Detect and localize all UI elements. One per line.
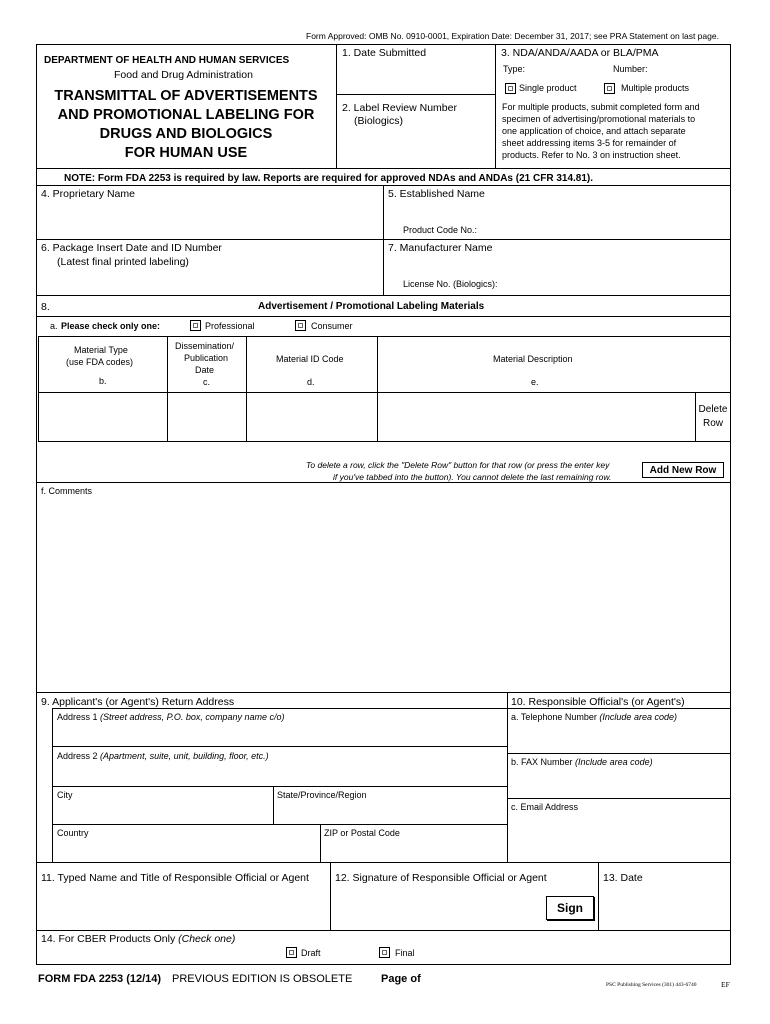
- ef-mark: EF: [721, 980, 730, 989]
- col-material-description: Material Description: [493, 354, 573, 364]
- single-product-label: Single product: [519, 83, 577, 93]
- col-material-type-line2: (use FDA codes): [66, 357, 134, 367]
- sign-button[interactable]: Sign: [546, 896, 594, 920]
- responsible-official-label: 10. Responsible Official's (or Agent's): [511, 696, 685, 708]
- signature-label: 12. Signature of Responsible Official or Agent: [335, 872, 547, 884]
- package-insert-sublabel: (Latest final printed labeling): [57, 256, 189, 268]
- col-material-id: Material ID Code: [276, 354, 344, 364]
- consumer-checkbox[interactable]: [295, 320, 306, 331]
- draft-label: Draft: [301, 948, 321, 958]
- address2-label: Address 2 (Apartment, suite, unit, building, floor, etc.): [57, 751, 269, 761]
- proprietary-name-label: 4. Proprietary Name: [41, 188, 135, 200]
- col-dissemination-line1: Dissemination/: [175, 341, 235, 351]
- license-number-label: License No. (Biologics):: [403, 279, 498, 289]
- multi-product-instructions-line1: For multiple products, submit completed form and: [502, 102, 700, 112]
- proprietary-name-input[interactable]: [40, 202, 382, 238]
- multi-product-instructions-line4: sheet addressing items 3-5 for remainder of: [502, 138, 677, 148]
- delete-row-label-line2: Row: [702, 418, 723, 429]
- col-dissemination-line3: Date: [195, 365, 215, 375]
- established-name-label: 5. Established Name: [388, 188, 485, 200]
- final-label: Final: [395, 948, 415, 958]
- country-input[interactable]: [56, 840, 319, 860]
- delete-instructions-line2: if you've tabbed into the button). You cannot delete the last remaining row.: [333, 472, 612, 482]
- cber-label: 14. For CBER Products Only (Check one): [41, 933, 236, 945]
- col-material-type-line1: Material Type: [74, 345, 128, 355]
- professional-label: Professional: [205, 321, 255, 331]
- col-dissemination-line2: Publication: [184, 353, 229, 363]
- check-prompt: Please check only one:: [61, 321, 161, 331]
- check-prompt-letter: a.: [50, 321, 58, 331]
- country-label: Country: [57, 828, 89, 838]
- col-material-type-letter: b.: [99, 376, 107, 386]
- delete-row-button[interactable]: [696, 403, 730, 431]
- comments-label: f. Comments: [41, 486, 93, 496]
- email-label: c. Email Address: [511, 802, 579, 812]
- state-label: State/Province/Region: [277, 790, 367, 800]
- form-title-line1: TRANSMITTAL OF ADVERTISEMENTS: [54, 88, 318, 104]
- label-review-biologics: (Biologics): [354, 115, 404, 127]
- city-label: City: [57, 790, 73, 800]
- final-checkbox[interactable]: [379, 947, 390, 958]
- application-number-label: 3. NDA/ANDA/AADA or BLA/PMA: [501, 47, 659, 59]
- state-input[interactable]: [277, 802, 506, 822]
- professional-checkbox[interactable]: [190, 320, 201, 331]
- material-type-input[interactable]: [40, 394, 169, 442]
- section8-title: Advertisement / Promotional Labeling Materials: [258, 301, 485, 312]
- single-product-checkbox[interactable]: [505, 83, 516, 94]
- application-type-label: Type:: [503, 64, 526, 74]
- obsolete-note: PREVIOUS EDITION IS OBSOLETE: [172, 973, 353, 985]
- dissemination-date-input[interactable]: [169, 394, 248, 442]
- legal-note: NOTE: Form FDA 2253 is required by law. Reports are required for approved NDAs and ANDAs (21 CFR 314.81).: [64, 173, 594, 184]
- agency-name: Food and Drug Administration: [114, 69, 253, 81]
- established-name-input[interactable]: [388, 202, 730, 222]
- fax-label: b. FAX Number (Include area code): [511, 757, 653, 767]
- typed-name-input[interactable]: [40, 888, 330, 928]
- date-label: 13. Date: [603, 872, 643, 884]
- omb-note: Form Approved: OMB No. 0910-0001, Expiration Date: December 31, 2017; see PRA Statement on last page.: [306, 31, 719, 41]
- delete-instructions-line1: To delete a row, click the "Delete Row" button for that row (or press the enter key: [306, 460, 610, 470]
- address1-label: Address 1 (Street address, P.O. box, company name c/o): [57, 712, 285, 722]
- publisher-note: PSC Publishing Services (301) 443-6740: [606, 982, 697, 988]
- manufacturer-name-input[interactable]: [388, 256, 730, 276]
- material-id-input[interactable]: [248, 394, 379, 442]
- multiple-products-checkbox[interactable]: [604, 83, 615, 94]
- address1-input[interactable]: [56, 724, 506, 744]
- multiple-products-label: Multiple products: [621, 83, 690, 93]
- date-submitted-input[interactable]: [340, 62, 494, 92]
- telephone-label: a. Telephone Number (Include area code): [511, 712, 677, 722]
- section8-number: 8.: [41, 301, 50, 313]
- material-description-input[interactable]: [379, 394, 697, 442]
- multi-product-instructions-line2: specimen of advertising/promotional materials to: [502, 114, 696, 124]
- application-number-sublabel: Number:: [613, 64, 648, 74]
- fax-input[interactable]: [511, 771, 730, 795]
- label-review-number-label: 2. Label Review Number: [342, 102, 457, 114]
- form-title-line2: AND PROMOTIONAL LABELING FOR: [57, 107, 315, 123]
- comments-input[interactable]: [40, 499, 730, 691]
- address2-input[interactable]: [56, 764, 506, 784]
- consumer-label: Consumer: [311, 321, 353, 331]
- draft-checkbox[interactable]: [286, 947, 297, 958]
- product-code-label: Product Code No.:: [403, 225, 478, 235]
- typed-name-label: 11. Typed Name and Title of Responsible Official or Agent: [41, 872, 309, 884]
- zip-input[interactable]: [324, 840, 506, 860]
- col-material-description-letter: e.: [531, 377, 539, 387]
- city-input[interactable]: [56, 802, 272, 822]
- page-number: Page of: [381, 973, 421, 985]
- email-input[interactable]: [511, 816, 730, 858]
- form-title-line3: DRUGS AND BIOLOGICS: [99, 126, 273, 142]
- multi-product-instructions-line3: one application of choice, and attach separate: [502, 126, 686, 136]
- form-title-line4: FOR HUMAN USE: [124, 145, 248, 161]
- date-input[interactable]: [603, 888, 731, 928]
- form-id: FORM FDA 2253 (12/14): [38, 973, 162, 985]
- col-dissemination-letter: c.: [203, 377, 211, 387]
- package-insert-label: 6. Package Insert Date and ID Number: [41, 242, 222, 254]
- package-insert-input[interactable]: [40, 271, 382, 293]
- label-review-number-input[interactable]: [340, 130, 494, 166]
- return-address-label: 9. Applicant's (or Agent's) Return Address: [41, 696, 235, 708]
- department-name: DEPARTMENT OF HEALTH AND HUMAN SERVICES: [44, 55, 290, 66]
- date-submitted-label: 1. Date Submitted: [342, 47, 427, 59]
- add-new-row-button[interactable]: Add New Row: [642, 462, 724, 478]
- telephone-input[interactable]: [511, 726, 730, 750]
- manufacturer-name-label: 7. Manufacturer Name: [388, 242, 493, 254]
- zip-label: ZIP or Postal Code: [324, 828, 400, 838]
- col-material-id-letter: d.: [307, 377, 315, 387]
- multi-product-instructions-line5: products. Refer to No. 3 on instruction sheet.: [502, 150, 681, 160]
- delete-row-label-line1: Delete: [698, 404, 728, 415]
